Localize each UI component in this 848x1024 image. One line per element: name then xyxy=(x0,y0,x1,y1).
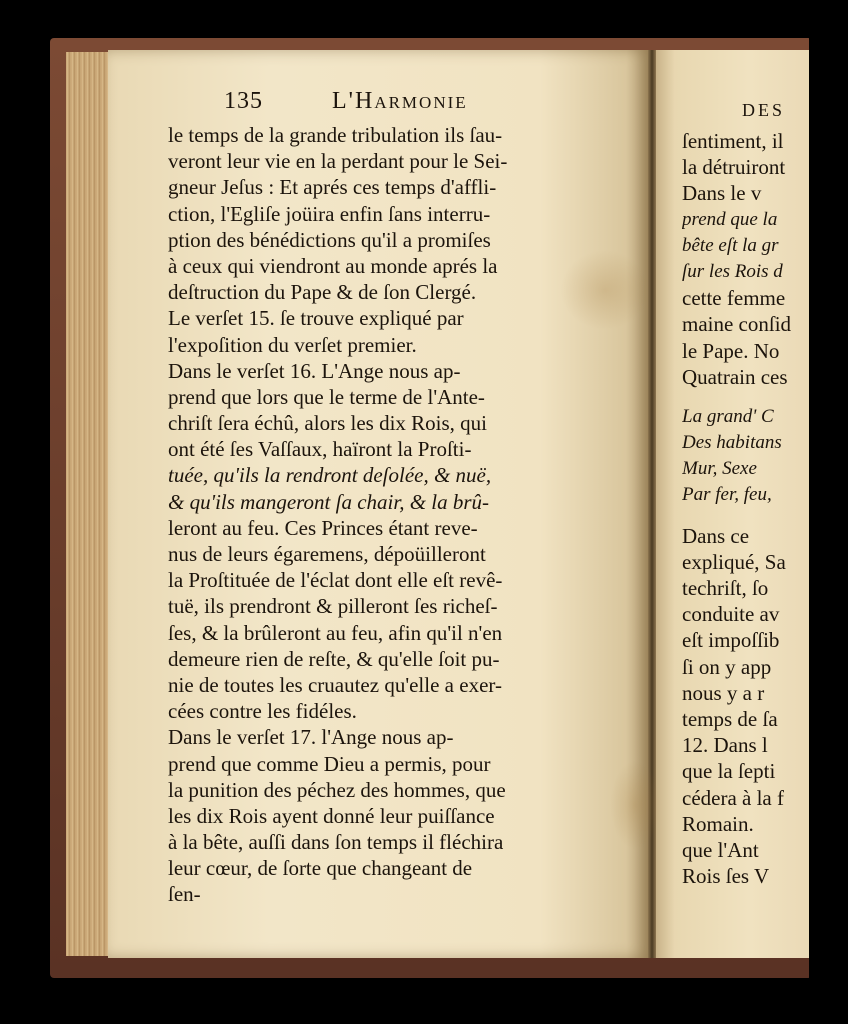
text-line: bête eſt la gr xyxy=(682,234,779,256)
text-line: ſentiment, il xyxy=(682,129,784,153)
running-title: L'Harmonie xyxy=(332,88,468,114)
photo-border xyxy=(809,0,848,1024)
text-line: eſt impoſſib xyxy=(682,628,780,653)
text-line: leur cœur, de ſorte que changeant de xyxy=(168,856,473,881)
text-line: nus de leurs égaremens, dépoüilleront xyxy=(168,542,486,566)
text-line: cette femme xyxy=(682,286,786,311)
text-line: à la bête, auſſi dans ſon temps il fléchira xyxy=(168,830,504,855)
text-line: Des habitans xyxy=(682,432,782,454)
text-line: le Pape. No xyxy=(682,338,780,363)
text-line: demeure rien de reſte, & qu'elle ſoit pu- xyxy=(168,646,500,671)
text-line: tuë, ils prendront & pilleront ſes richeſ- xyxy=(168,594,498,619)
text-line: ſen- xyxy=(168,882,201,907)
text-line: ption des bénédictions qu'il a promiſes xyxy=(168,227,491,252)
text-line: deſtruction du Pape & de ſon Clergé. xyxy=(168,280,477,305)
left-page-text xyxy=(168,88,628,908)
left-page-header xyxy=(168,88,628,122)
text-line: ſi on y app xyxy=(682,654,772,679)
text-line: le temps de la grande tribulation ils ſau- xyxy=(168,123,503,147)
text-line: la punition des péchez des hommes, que xyxy=(168,777,506,802)
text-line: la Proſtituée de l'éclat dont elle eſt revê- xyxy=(168,568,503,593)
page-number: 135 xyxy=(224,88,263,114)
text-line: Quatrain ces xyxy=(682,364,788,389)
text-line: La grand' C xyxy=(682,405,774,427)
text-line xyxy=(682,390,812,404)
text-line: prend que la xyxy=(682,208,778,230)
text-line: que la ſepti xyxy=(682,759,776,784)
text-line: Dans ce xyxy=(682,523,750,548)
text-line: chriſt ſera échû, alors les dix Rois, qui xyxy=(168,411,488,436)
text-line: & qu'ils mangeront ſa chair, & la brû- xyxy=(168,489,490,514)
text-line: maine conſid xyxy=(682,312,792,337)
text-line: cédera à la f xyxy=(682,785,784,810)
text-line: gneur Jeſus : Et aprés ces temps d'affli- xyxy=(168,175,497,200)
text-line: leront au feu. Ces Princes étant reve- xyxy=(168,515,478,540)
text-line: nie de toutes les cruautez qu'elle a exer- xyxy=(168,672,502,697)
text-line: veront leur vie en la perdant pour le Sei- xyxy=(168,149,508,174)
text-line: Dans le v xyxy=(682,181,762,206)
right-page-text xyxy=(682,100,812,889)
text-line: les dix Rois ayent donné leur puiſſance xyxy=(168,803,495,828)
text-line: ction, l'Egliſe joüira enfin ſans interru- xyxy=(168,201,491,226)
text-line: techriſt, ſo xyxy=(682,576,769,600)
text-line: à ceux qui viendront au monde aprés la xyxy=(168,253,498,278)
text-line: tuée, qu'ils la rendront deſolée, & nuë, xyxy=(168,463,492,488)
text-line: Romain. xyxy=(682,811,754,836)
text-line: Dans le verſet 17. l'Ange nous ap- xyxy=(168,725,454,750)
text-line: que l'Ant xyxy=(682,837,759,862)
text-line: ont été ſes Vaſſaux, haïront la Proſti- xyxy=(168,437,472,462)
text-line: conduite av xyxy=(682,602,780,627)
right-page-body xyxy=(682,128,812,889)
text-line: ſur les Rois d xyxy=(682,260,783,282)
text-line: prend que lors que le terme de l'Ante- xyxy=(168,384,485,409)
text-line: Dans le verſet 16. L'Ange nous ap- xyxy=(168,358,461,383)
text-line: l'expoſition du verſet premier. xyxy=(168,332,417,357)
text-line: nous y a r xyxy=(682,680,765,705)
text-line: prend que comme Dieu a permis, pour xyxy=(168,751,491,776)
page-edges xyxy=(66,52,110,956)
right-running-title: DES xyxy=(742,100,786,120)
left-page-body xyxy=(168,122,628,908)
text-line: Rois ſes V xyxy=(682,864,770,889)
text-line: Mur, Sexe xyxy=(682,458,757,480)
text-line: ſes, & la brûleront au feu, afin qu'il n'en xyxy=(168,620,503,645)
text-line: cées contre les fidéles. xyxy=(168,699,357,724)
text-line: la détruiront xyxy=(682,155,786,180)
text-line: Par fer, feu, xyxy=(682,484,772,506)
text-line: expliqué, Sa xyxy=(682,549,786,574)
text-line: temps de ſa xyxy=(682,706,778,731)
text-line: 12. Dans l xyxy=(682,733,768,758)
text-line xyxy=(682,509,812,523)
text-line: Le verſet 15. ſe trouve expliqué par xyxy=(168,306,464,331)
